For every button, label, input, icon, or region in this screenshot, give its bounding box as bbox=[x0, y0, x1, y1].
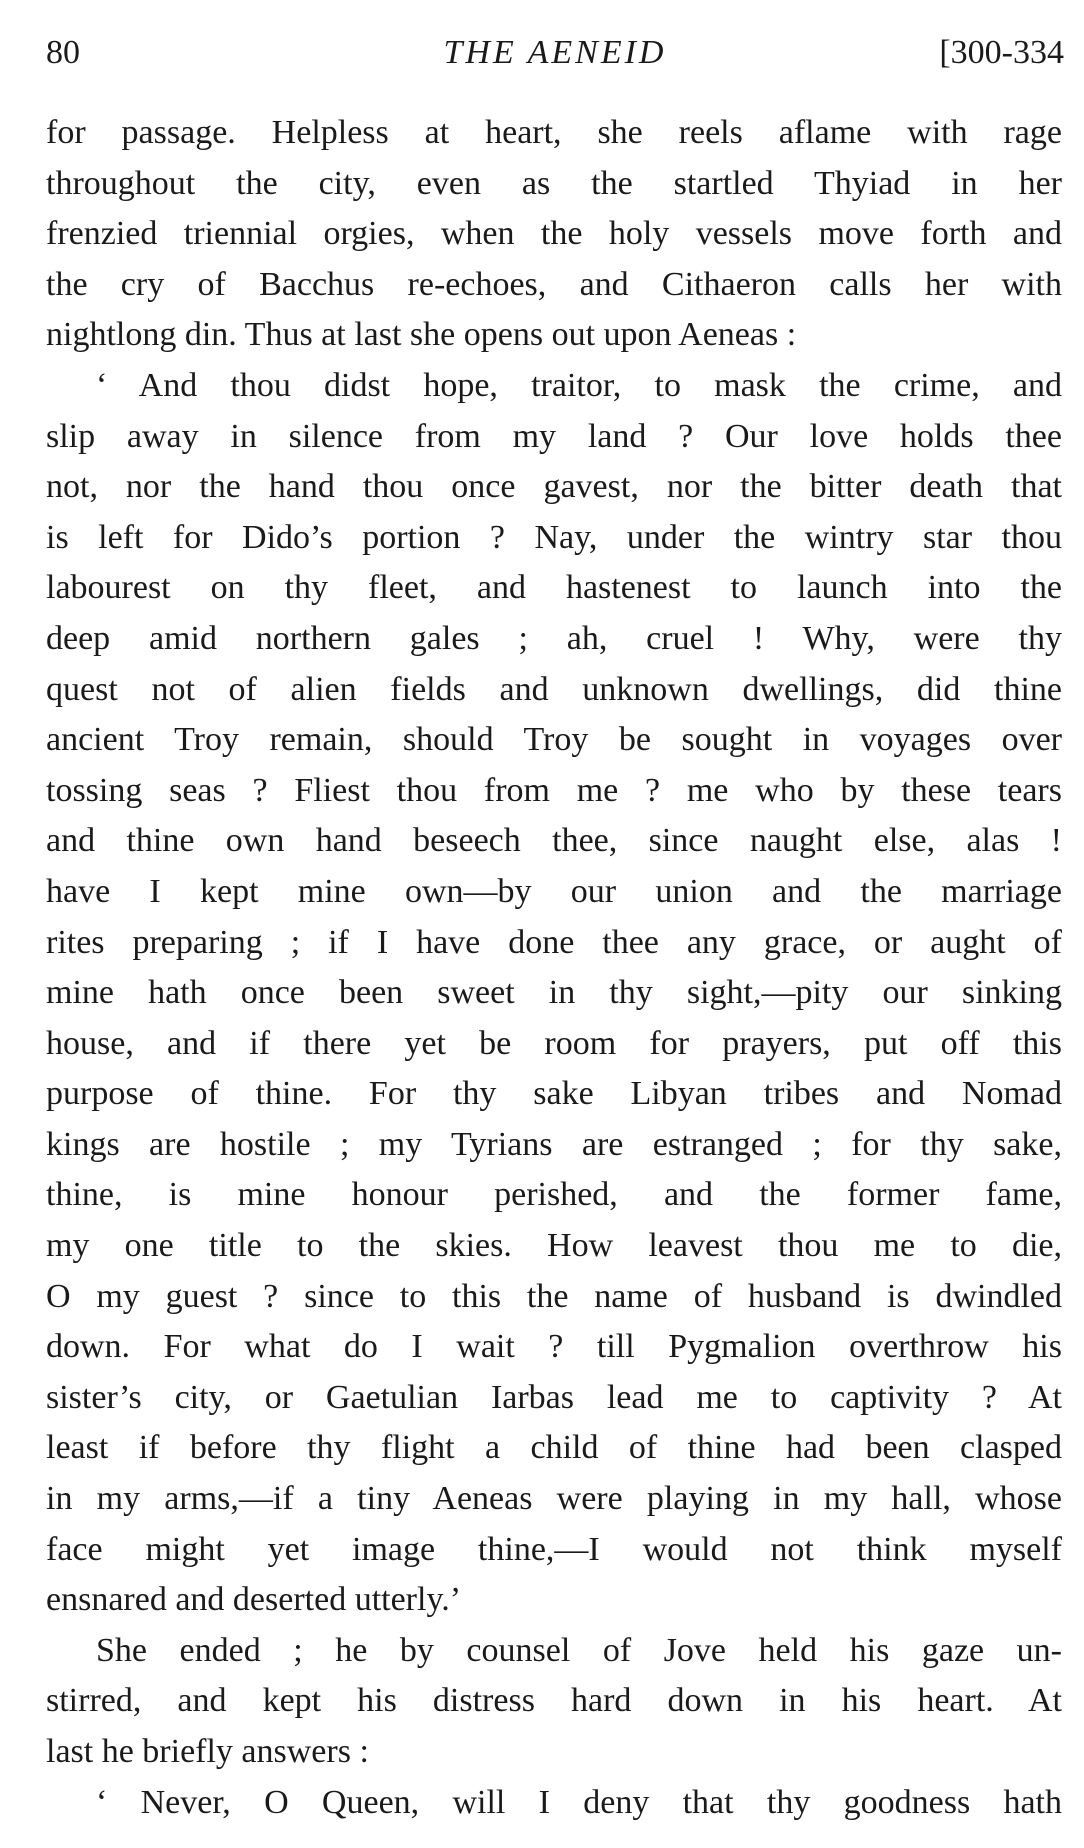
text-line: O my guest ? since to this the name of husband is dwindled bbox=[46, 1277, 1062, 1315]
text-line: sister’s city, or Gaetulian Iarbas lead me to captivity ? At bbox=[46, 1378, 1062, 1416]
text-line: down. For what do I wait ? till Pygmalion overthrow his bbox=[46, 1328, 1062, 1366]
text-line: slip away in silence from my land ? Our love holds thee bbox=[46, 417, 1062, 455]
text-line: my one title to the skies. How leavest thou me to die, bbox=[46, 1227, 1062, 1265]
text-line: face might yet image thine,—I would not think myself bbox=[46, 1530, 1062, 1568]
text-line: ‘ And thou didst hope, traitor, to mask the crime, and bbox=[96, 366, 1062, 404]
text-line: She ended ; he by counsel of Jove held his gaze un- bbox=[96, 1631, 1062, 1669]
text-line: ancient Troy remain, should Troy be sought in voyages over bbox=[46, 721, 1062, 759]
text-line: labourest on thy fleet, and hastenest to launch into the bbox=[46, 569, 1062, 607]
text-line: and thine own hand beseech thee, since naught else, alas ! bbox=[46, 822, 1062, 860]
text-line: deep amid northern gales ; ah, cruel ! Why, were thy bbox=[46, 619, 1062, 657]
text-line: nightlong din. Thus at last she opens out upon Aeneas : bbox=[46, 316, 797, 354]
text-line: the cry of Bacchus re-echoes, and Cithaeron calls her with bbox=[46, 265, 1062, 303]
text-line: quest not of alien fields and unknown dwellings, did thine bbox=[46, 670, 1062, 708]
body-text bbox=[46, 108, 1062, 1828]
page-number: 80 bbox=[46, 34, 80, 71]
text-line: not, nor the hand thou once gavest, nor the bitter death that bbox=[46, 468, 1062, 506]
text-line: ‘ Never, O Queen, will I deny that thy goodness hath bbox=[96, 1783, 1062, 1821]
text-line: mine hath once been sweet in thy sight,—pity our sinking bbox=[46, 974, 1062, 1012]
text-line: frenzied triennial orgies, when the holy vessels move forth and bbox=[46, 215, 1062, 253]
book-title: THE AENEID bbox=[443, 34, 667, 71]
text-line: for passage. Helpless at heart, she reels aflame with rage bbox=[46, 114, 1062, 151]
text-line: thine, is mine honour perished, and the former fame, bbox=[46, 1176, 1062, 1214]
text-line: ensnared and deserted utterly.’ bbox=[46, 1581, 462, 1619]
text-line: have I kept mine own—by our union and the marriage bbox=[46, 872, 1062, 910]
text-line: last he briefly answers : bbox=[46, 1733, 369, 1770]
text-line: house, and if there yet be room for prayers, put off this bbox=[46, 1024, 1062, 1062]
text-line: purpose of thine. For thy sake Libyan tribes and Nomad bbox=[46, 1075, 1062, 1113]
running-head bbox=[46, 28, 1064, 78]
text-line: rites preparing ; if I have done thee any grace, or aught of bbox=[46, 923, 1062, 961]
text-line: throughout the city, even as the startled Thyiad in her bbox=[46, 164, 1062, 202]
text-line: in my arms,—if a tiny Aeneas were playing in my hall, whose bbox=[46, 1480, 1062, 1518]
text-line: least if before thy flight a child of thine had been clasped bbox=[46, 1429, 1062, 1467]
text-line: tossing seas ? Fliest thou from me ? me who by these tears bbox=[46, 771, 1062, 809]
line-range: [300-334 bbox=[939, 34, 1064, 71]
text-line: is left for Dido’s portion ? Nay, under the wintry star thou bbox=[46, 518, 1062, 556]
text-line: kings are hostile ; my Tyrians are estranged ; for thy sake, bbox=[46, 1125, 1062, 1163]
text-line: stirred, and kept his distress hard down in his heart. At bbox=[46, 1682, 1062, 1720]
